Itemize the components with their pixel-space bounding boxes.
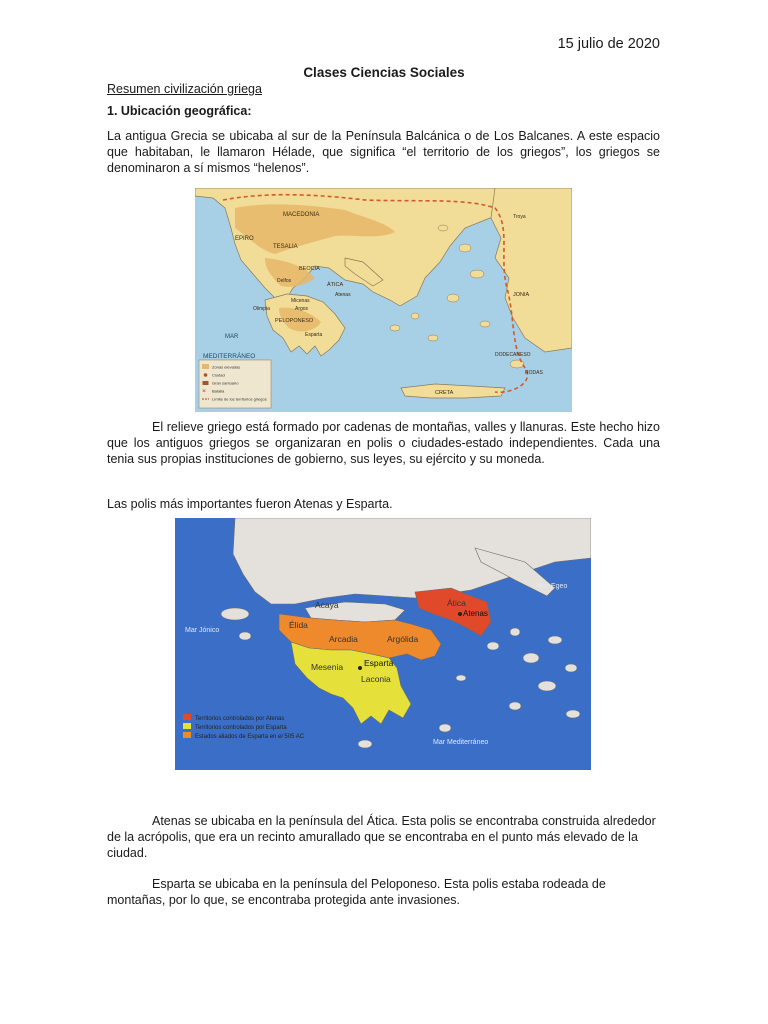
map2-island [439, 724, 451, 732]
map1-legend-swatch-battle: ✕ [202, 388, 207, 395]
map2-legend-item: Estados aliados de Esparta en el 505 AC [195, 734, 305, 740]
map1-label-olimpia: Olimpia [253, 306, 270, 312]
map1-label-mar: MAR [225, 334, 239, 340]
map2-island [509, 702, 521, 710]
section-heading: 1. Ubicación geográfica: [107, 104, 252, 118]
map1-legend [199, 360, 271, 408]
map2-legend-item: Territorios controlados por Esparta [195, 725, 287, 731]
map2-label-mar-mediterraneo: Mar Mediterráneo [433, 739, 489, 746]
map1-label-troya: Troya [513, 214, 526, 220]
map1-label-atica: ÁTICA [327, 282, 344, 288]
map1-label-esparta: Esparta [305, 332, 323, 338]
map1-label-delfos: Delfos [277, 278, 292, 284]
map1-island [411, 313, 419, 319]
map2-label-acaya: Acaya [315, 600, 339, 610]
map2-label-esparta: Esparta [364, 658, 394, 668]
map2-island [221, 608, 249, 620]
map1-legend-item: Zonas elevadas [212, 364, 241, 370]
map1-label-jonia: JONIA [513, 292, 530, 298]
map2-island [358, 740, 372, 748]
map1-legend-item: Batalla [212, 388, 225, 394]
map2-island [239, 632, 251, 640]
map1-label-atenas: Atenas [335, 292, 351, 298]
map2-label-elida: Élida [289, 620, 308, 630]
map1-label-mediterraneo: MEDITERRÁNEO [203, 353, 256, 360]
map2-legend-swatch-esparta [183, 723, 191, 729]
map2-label-atenas: Atenas [463, 609, 488, 618]
map-atenas-esparta [175, 518, 591, 770]
map1-label-beocia: BEOCIA [299, 266, 320, 272]
document-subtitle: Resumen civilización griega [107, 82, 262, 96]
map1-legend-swatch-highland [202, 364, 209, 369]
map1-island [470, 270, 484, 278]
map2-island [510, 628, 520, 636]
map2-island [487, 642, 499, 650]
map1-legend-swatch-sanctuary [203, 381, 209, 385]
paragraph-location: La antigua Grecia se ubicaba al sur de la Península Balcánica o de Los Balcanes. A este espacio que habitaban, le llamaron Hélade, que significa “el territorio de los griegos”, los griegos se denominaron a sí mismos “helenos”. [107, 129, 660, 175]
map2-island [565, 664, 577, 672]
map1-label-epiro: EPIRO [235, 236, 254, 242]
map1-label-peloponeso: PELOPONESO [275, 318, 314, 324]
paragraph-relief: El relieve griego está formado por cadenas de montañas, valles y llanuras. Este hecho hizo que los antiguos griegos se organizaran en polis o ciudades-estado independientes. Cada una tenia sus propias instituciones de gobierno, sus leyes, su ejército y su moneda. [107, 420, 660, 466]
map2-legend-swatch-aliados [183, 732, 191, 738]
map2-island [456, 675, 466, 681]
map1-legend-swatch-city [204, 373, 208, 377]
map1-island [459, 244, 471, 252]
paragraph-esparta: Esparta se ubicaba en la península del Peloponeso. Esta polis estaba rodeada de montañas, por lo que, se encontraba protegida ante invasiones. [107, 877, 606, 907]
map2-label-atica: Ática [447, 598, 466, 608]
map1-island [428, 335, 438, 341]
document-date: 15 julio de 2020 [557, 36, 660, 52]
map1-label-creta: CRETA [435, 390, 454, 396]
map2-legend-swatch-atenas [183, 714, 191, 720]
map2-label-laconia: Laconia [361, 674, 391, 684]
paragraph-main-polis: Las polis más importantes fueron Atenas y Esparta. [107, 497, 393, 511]
map2-label-mar-egeo: Mar Egeo [537, 583, 568, 590]
map1-legend-item: Límite de los territorios griegos [212, 396, 267, 402]
map1-island [390, 325, 400, 331]
map2-island [566, 710, 580, 718]
map1-label-micenas: Micenas [291, 298, 310, 304]
map1-legend-item: Ciudad [212, 372, 225, 378]
map1-label-macedonia: MACEDONIA [283, 212, 320, 218]
map2-island [538, 681, 556, 691]
map1-island [480, 321, 490, 327]
map1-island [447, 294, 459, 302]
map2-legend-item: Territorios controlados por Atenas [195, 716, 285, 722]
map2-city-atenas-dot [458, 612, 462, 616]
map2-label-mesenia: Mesenia [311, 662, 344, 672]
map2-label-mar-jonico: Mar Jónico [185, 627, 220, 634]
map1-label-rodas: RODAS [525, 370, 543, 376]
document-title: Clases Ciencias Sociales [303, 65, 465, 80]
map2-city-esparta-dot [358, 666, 362, 670]
map2-island [523, 653, 539, 663]
map2-island [548, 636, 562, 644]
map2-label-arcadia: Arcadia [329, 634, 358, 644]
map1-island [438, 225, 448, 231]
paragraph-atenas: Atenas se ubicaba en la península del Ática. Esta polis se encontraba construida alrededor de la acrópolis, que era un recinto amurallado que se encontraba en el punto más elevado de la ciudad. [107, 814, 656, 860]
map1-legend-item: Gran santuario [212, 380, 239, 386]
map1-label-argos: Argos [295, 306, 309, 312]
map1-label-dodecaneso: DODECANESO [495, 352, 531, 358]
map-ancient-greece [195, 188, 572, 412]
map1-label-tesalia: TESALIA [273, 244, 298, 250]
map2-label-argolida: Argólida [387, 634, 419, 644]
